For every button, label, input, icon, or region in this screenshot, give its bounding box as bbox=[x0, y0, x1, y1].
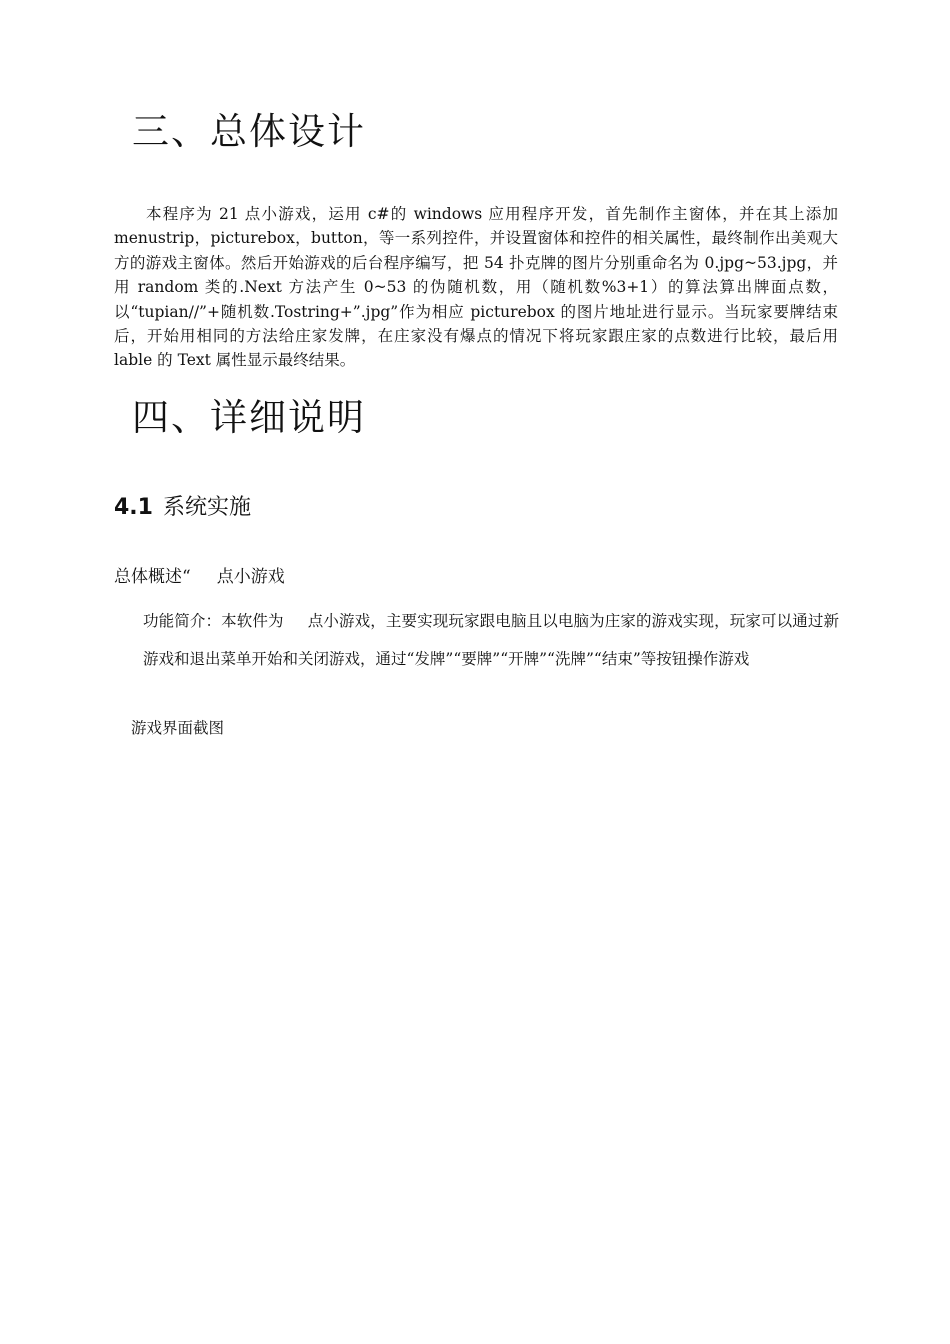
subsection-number: 4.1 bbox=[114, 495, 153, 520]
subsection-heading-system-implementation bbox=[114, 492, 251, 524]
overall-design-paragraph: 本程序为 21 点小游戏，运用 c#的 windows 应用程序开发，首先制作主窗体，并在其上添加 menustrip，picturebox，button，等一系列控件，并设置窗体和控件的相关属性，最终制作出美观大方的游戏主窗体。然后开始游戏的后台程序编写，把 54 扑克牌的图片分别重命名为 0.jpg~53.jpg，并用 random 类的.Next 方法产生 0~53 的伪随机数，用（随机数%3+1）的算法算出牌面点数，以“tupian//”+随机数.Tostring+”.jpg”作为相应 picturebox 的图片地址进行显示。当玩家要牌结束后，开始用相同的方法给庄家发牌，在庄家没有爆点的情况下将玩家跟庄家的点数进行比较，最后用 lable 的 Text 属性显示最终结果。 bbox=[114, 205, 838, 370]
function-intro-start: 功能简介：本软件为 bbox=[143, 612, 284, 630]
subsection-title: 系统实施 bbox=[162, 495, 251, 520]
function-intro-paragraph bbox=[143, 602, 839, 678]
overview-label-end: 点小游戏 bbox=[216, 567, 285, 587]
overview-label-start: 总体概述“ bbox=[114, 567, 191, 587]
function-intro-end: 点小游戏，主要实现玩家跟电脑且以电脑为庄家的游戏实现，玩家可以通过新游戏和退出菜单开始和关闭游戏，通过“发牌”“要牌”“开牌”“洗牌”“结束”等按钮操作游戏 bbox=[143, 612, 839, 668]
game-screenshot-caption: 游戏界面截图 bbox=[131, 719, 225, 737]
overview-line bbox=[114, 563, 285, 591]
section-heading-overall-design: 三、总体设计 bbox=[132, 110, 366, 153]
section-heading-detailed-description: 四、详细说明 bbox=[132, 396, 366, 439]
